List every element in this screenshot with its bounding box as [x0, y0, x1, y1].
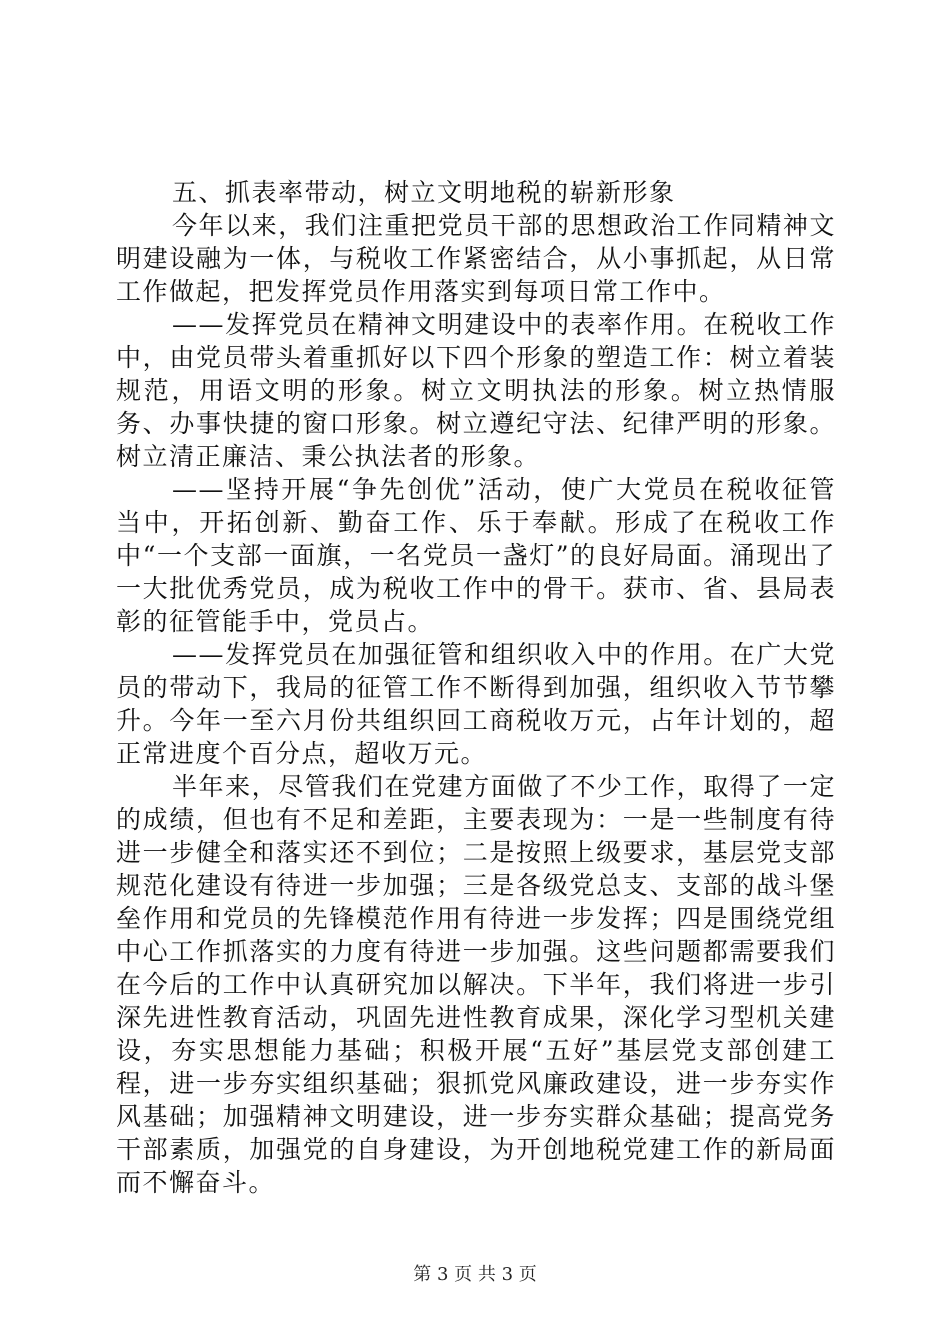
- paragraph-intro: 今年以来，我们注重把党员干部的思想政治工作同精神文明建设融为一体，与税收工作紧密结合，从小事抓起，从日常工作做起，把发挥党员作用落实到每项日常工作中。: [116, 211, 836, 306]
- paragraph-tax-collection: ——发挥党员在加强征管和组织收入中的作用。在广大党员的带动下，我局的征管工作不断得到加强，组织收入节节攀升。今年一至六月份共组织回工商税收万元，占年计划的，超正常进度个百分点，超收万元。: [116, 640, 836, 768]
- paragraph-excellence-campaign: ——坚持开展“争先创优”活动，使广大党员在税收征管当中，开拓创新、勤奋工作、乐于奉献。形成了在税收工作中“一个支部一面旗，一名党员一盏灯”的良好局面。涌现出了一大批优秀党员，成为税收工作中的骨干。获市、省、县局表彰的征管能手中，党员占。: [116, 475, 836, 636]
- paragraph-exemplary-role: ——发挥党员在精神文明建设中的表率作用。在税收工作中，由党员带头着重抓好以下四个形象的塑造工作：树立着装规范，用语文明的形象。树立文明执法的形象。树立热情服务、办事快捷的窗口形象。树立遵纪守法、纪律严明的形象。树立清正廉洁、秉公执法者的形象。: [116, 310, 836, 471]
- section-heading: 五、抓表率带动，树立文明地税的崭新形象: [172, 178, 676, 207]
- document-body: [116, 176, 836, 1199]
- paragraph-summary: 半年来，尽管我们在党建方面做了不少工作，取得了一定的成绩，但也有不足和差距，主要表现为：一是一些制度有待进一步健全和落实还不到位；二是按照上级要求，基层党支部规范化建设有待进一步加强；三是各级党总支、支部的战斗堡垒作用和党员的先锋模范作用有待进一步发挥；四是围绕党组中心工作抓落实的力度有待进一步加强。这些问题都需要我们在今后的工作中认真研究加以解决。下半年，我们将进一步引深先进性教育活动，巩固先进性教育成果，深化学习型机关建设，夯实思想能力基础；积极开展“五好”基层党支部创建工程，进一步夯实组织基础；狠抓党风廉政建设，进一步夯实作风基础；加强精神文明建设，进一步夯实群众基础；提高党务干部素质，加强党的自身建设，为开创地税党建工作的新局面而不懈奋斗。: [116, 772, 836, 1197]
- page-number-footer: 第 3 页 共 3 页: [413, 1264, 537, 1285]
